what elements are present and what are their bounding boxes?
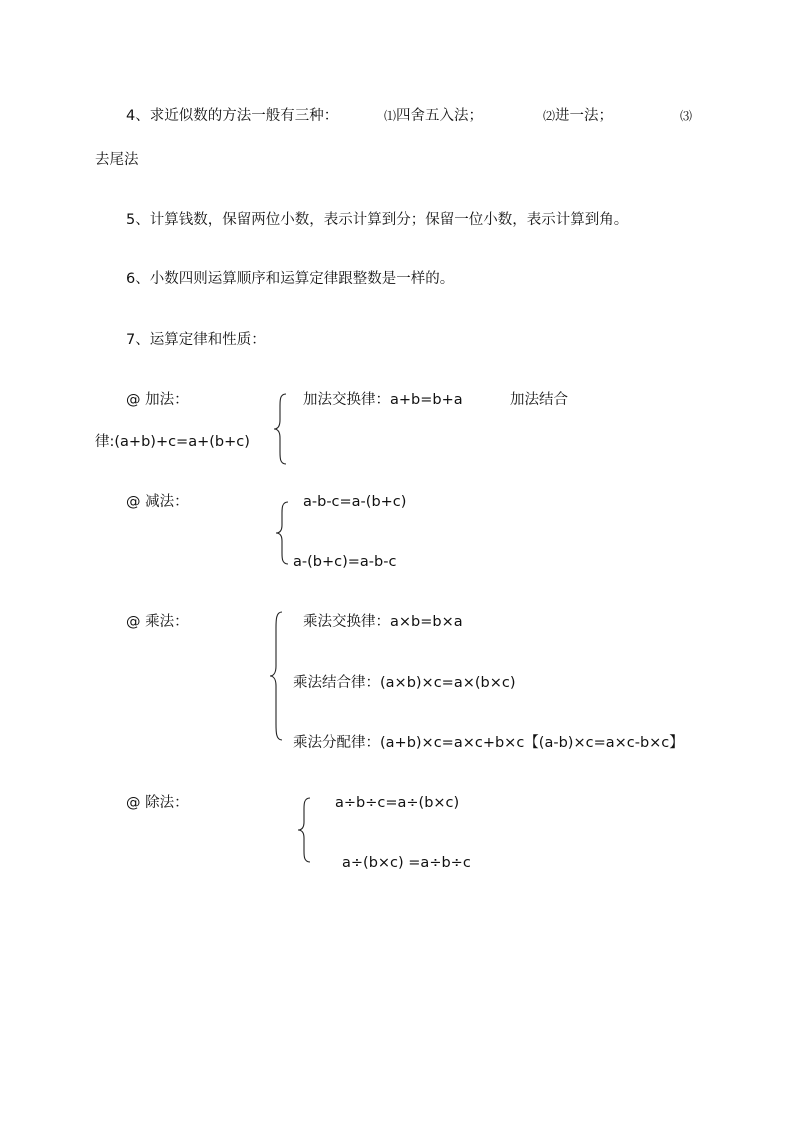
option3-number: ⑶: [680, 109, 693, 123]
subtraction-rule1: a-b-c=a-(b+c): [303, 494, 407, 510]
option2-text: 进一法；: [555, 108, 614, 124]
multiplication-brace: [266, 610, 286, 742]
multiplication-commutative: 乘法交换律：a×b=b×a: [303, 614, 463, 630]
option2-number: ⑵: [543, 109, 556, 123]
addition-brace: [270, 392, 290, 466]
subtraction-label: @ 减法：: [126, 494, 189, 510]
multiplication-label: @ 乘法：: [126, 614, 189, 630]
addition-associative-start: 加法结合: [510, 392, 568, 408]
division-rule1: a÷b÷c=a÷(b×c): [335, 795, 460, 811]
subtraction-rule2: a-(b+c)=a-b-c: [293, 554, 397, 570]
option1-number: ⑴: [384, 109, 397, 123]
subtraction-brace: [272, 500, 292, 566]
item7-heading: 7、运算定律和性质：: [126, 332, 266, 348]
item4-text: 4、求近似数的方法一般有三种：: [126, 108, 339, 124]
item4-wrap-text: 去尾法: [95, 152, 139, 168]
multiplication-associative: 乘法结合律：(a×b)×c=a×(b×c): [293, 675, 516, 691]
multiplication-distributive: 乘法分配律：(a+b)×c=a×c+b×c【(a-b)×c=a×c-b×c】: [293, 735, 684, 751]
division-brace: [294, 796, 314, 864]
addition-associative-end: 律:(a+b)+c=a+(b+c): [95, 434, 250, 450]
addition-label: @ 加法：: [126, 392, 189, 408]
item4-option2: [543, 106, 613, 126]
option1-text: 四舍五入法；: [396, 108, 484, 124]
item5-text: 5、计算钱数，保留两位小数，表示计算到分；保留一位小数，表示计算到角。: [126, 212, 629, 228]
item6-text: 6、小数四则运算顺序和运算定律跟整数是一样的。: [126, 271, 455, 287]
item4-option1: [384, 106, 483, 126]
addition-commutative: 加法交换律：a+b=b+a: [303, 392, 463, 408]
division-rule2: a÷(b×c) =a÷b÷c: [342, 855, 471, 871]
division-label: @ 除法：: [126, 795, 189, 811]
